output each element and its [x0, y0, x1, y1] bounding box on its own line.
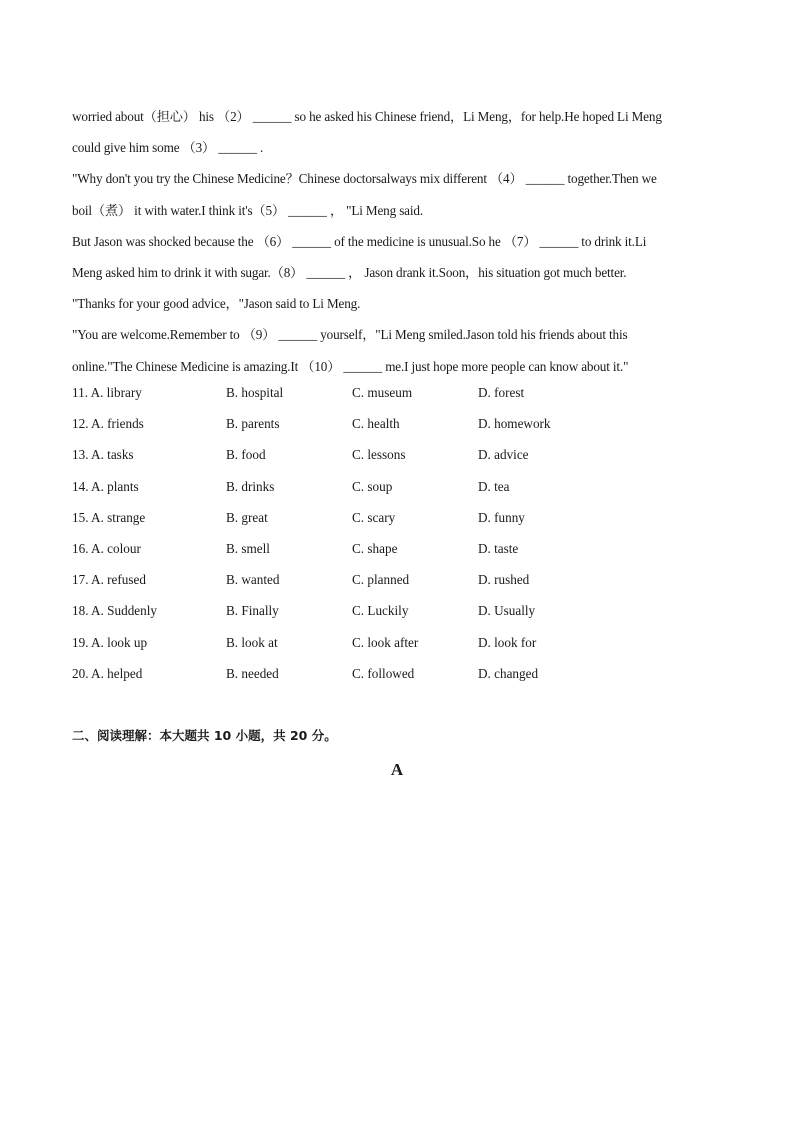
option-b: B. look at: [226, 634, 278, 650]
option-d: D. Usually: [478, 603, 536, 619]
option-d: D. advice: [478, 447, 529, 463]
option-a: 11. A. library: [72, 385, 142, 400]
question-row: [72, 627, 732, 658]
option-b: B. Finally: [226, 603, 279, 619]
question-row: [72, 377, 732, 408]
option-a: 19. A. look up: [72, 634, 148, 650]
passage-line: "Thanks for your good advice，"Jason said to Li Meng.: [72, 296, 361, 312]
option-b: B. hospital: [226, 385, 284, 400]
option-c: C. soup: [352, 478, 393, 494]
passage-line: "Why don't you try the Chinese Medicine？Chinese doctorsalways mix different （4） ______ together.Then we: [72, 171, 657, 187]
option-c: C. look after: [352, 634, 419, 650]
option-c: C. followed: [352, 665, 415, 681]
passage-line: "You are welcome.Remember to （9） ______ yourself，"Li Meng smiled.Jason told his friends about this: [72, 327, 628, 343]
question-row: [72, 595, 732, 626]
option-a: 14. A. plants: [72, 478, 139, 494]
option-d: D. funny: [478, 509, 525, 525]
option-b: B. drinks: [226, 478, 275, 494]
option-c: C. planned: [352, 572, 410, 588]
question-row: [72, 564, 732, 595]
passage-line: online."The Chinese Medicine is amazing.It （10） ______ me.I just hope more people can know about it.": [72, 358, 629, 374]
passage-line: boil（煮） it with water.I think it's（5） ______ ， "Li Meng said.: [72, 202, 423, 218]
option-a: 16. A. colour: [72, 540, 141, 556]
answer-options: [72, 377, 732, 689]
option-c: C. lessons: [352, 447, 406, 463]
option-d: D. tea: [478, 478, 510, 494]
option-b: B. needed: [226, 665, 279, 681]
option-d: D. changed: [478, 665, 539, 681]
question-row: [72, 502, 732, 533]
passage-line: could give him some （3） ______ .: [72, 140, 264, 156]
option-c: C. museum: [352, 385, 413, 400]
passage-line: Meng asked him to drink it with sugar.（8） ______ ， Jason drank it.Soon，his situation got much better.: [72, 264, 627, 280]
option-b: B. great: [226, 509, 268, 525]
question-row: [72, 471, 732, 502]
option-a: 12. A. friends: [72, 416, 144, 432]
option-b: B. food: [226, 447, 266, 463]
option-a: 20. A. helped: [72, 665, 143, 681]
question-row: [72, 408, 732, 439]
question-row: [72, 533, 732, 564]
section-heading: 二、阅读理解：本大题共 10 小题，共 20 分。: [72, 728, 337, 743]
option-d: D. forest: [478, 385, 525, 400]
cloze-passage: [72, 101, 722, 382]
question-row: [72, 439, 732, 470]
option-c: C. health: [352, 416, 400, 432]
passage-line: worried about（担心） his （2） ______ so he asked his Chinese friend，Li Meng，for help.He hoped Li Meng: [72, 109, 662, 124]
option-a: 13. A. tasks: [72, 447, 134, 463]
option-d: D. homework: [478, 416, 551, 432]
option-d: D. rushed: [478, 572, 530, 588]
option-d: D. taste: [478, 540, 519, 556]
option-b: B. smell: [226, 540, 270, 556]
option-b: B. wanted: [226, 572, 280, 588]
passage-line: But Jason was shocked because the （6） ______ of the medicine is unusual.So he （7） ______ to drink it.Li: [72, 233, 647, 249]
option-d: D. look for: [478, 634, 537, 650]
option-a: 17. A. refused: [72, 572, 146, 588]
option-b: B. parents: [226, 416, 280, 432]
option-a: 15. A. strange: [72, 509, 146, 525]
option-c: C. shape: [352, 540, 398, 556]
option-c: C. Luckily: [352, 603, 409, 619]
option-c: C. scary: [352, 509, 396, 525]
option-a: 18. A. Suddenly: [72, 603, 157, 619]
question-row: [72, 658, 732, 689]
passage-subtitle: A: [390, 760, 404, 779]
